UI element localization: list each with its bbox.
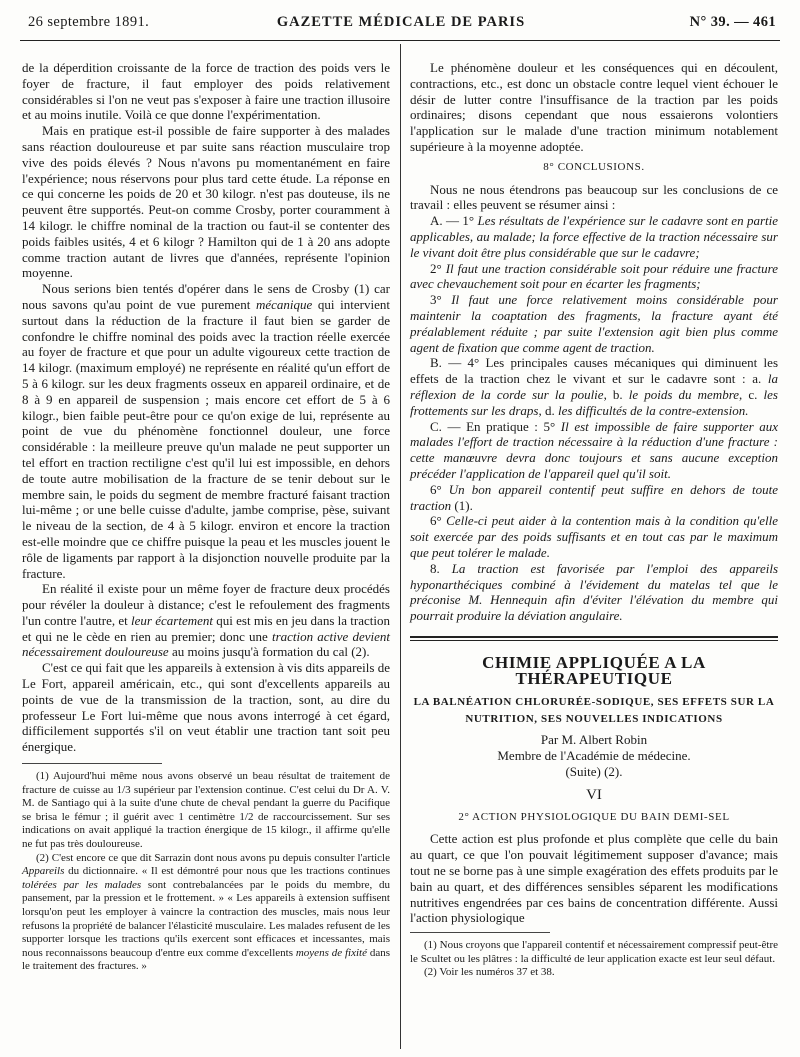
paragraph	[22, 281, 390, 581]
paragraph: Nous ne nous étendrons pas beaucoup sur les conclusions de ce travail : elles peuvent se résumer ainsi :	[410, 181, 778, 213]
section-heading: 2° ACTION PHYSIOLOGIQUE DU BAIN DEMI-SEL	[458, 810, 730, 823]
text-run: dans le traitement des fractures. »	[22, 946, 390, 973]
paragraph: Mais en pratique est-il possible de faire supporter à des malades sans réaction douloureuse et par suite sans réaction musculaire trop vive des poids élevés ? Nous n'avons pu momentanément en faire l'expérience; nous réservons pour plus tard cette étude. La réponse en ce qui concerne les poids de 20 et 30 kilogr. n'est pas douteuse, ils ne peuvent être supportés. Peut-on comme Crosby, porter couramment à 14 kilogr. le chiffre nominal de la traction ou faut-il se contenter des poids faibles usités, 4 et 6 kilogr ? Hamilton qui de 1 à 20 ans adopte comme traction autant de livres que d'années, représente l'opinion moyenne.	[22, 123, 390, 281]
italic-text: mécanique	[255, 296, 313, 312]
text-run: sont contrebalancées par le poids du membre, du pansement, par la pression et le frottement. » « Les appareils à extension suffisent lorsqu'on peut les employer à vaincre la contraction des muscles, mais nous leur refusons la propriété de balancer l'élasticité musculaire. Les malades refusent de les supporter lorsque les tractions qu'ils exercent sont efficaces et incessantes, mais nous reconnaissons beaucoup d'entre eux comme d'excellents	[22, 878, 390, 959]
page-header	[20, 10, 782, 36]
italic-text: leur écartement	[131, 612, 213, 628]
italic-text: Celle-ci peut aider à la contention mais à la condition qu'elle soit exercée par des poids suffisants et en tout cas par le maximum que peut tolérer le malade.	[410, 513, 778, 560]
paragraph	[22, 581, 390, 660]
italic-text: Il est impossible de faire supporter aux malades l'effort de traction nécessaire à la réduction d'une fracture : cette manœuvre devra donc toujours et sans aucune exception précéder l'application de l'appareil quel qu'il soit.	[410, 418, 778, 481]
text-run: C. — En pratique : 5°	[430, 418, 561, 434]
italic-text: Les résultats de l'expérience sur le cadavre sont en partie applicables, au malade; la force effective de la traction nécessaire sur le vivant doit être plus considérable que sur le cadavre;	[410, 213, 778, 260]
text-run: 6°	[430, 513, 447, 529]
text-run: B. — 4° Les principales causes mécaniques qui diminuent les effets de la traction chez le vivant et sur le cadavre sont : a.	[410, 355, 778, 387]
text-run: 3°	[430, 292, 452, 308]
footnote-rule	[410, 932, 550, 933]
italic-text: traction active devient nécessairement douloureuse	[22, 628, 391, 660]
italic-text: Un bon appareil contentif peut suffire en dehors de toute traction	[410, 481, 778, 513]
continuation-note: (Suite) (2).	[565, 764, 623, 780]
issue-page-number: N° 39. — 461	[689, 14, 776, 30]
journal-title: GAZETTE MÉDICALE DE PARIS	[276, 14, 526, 30]
footnote-rule	[22, 763, 162, 764]
author-line: Par M. Albert Robin	[540, 732, 648, 748]
italic-text: tolérées par les malades	[22, 878, 142, 891]
conclusion-item	[410, 261, 778, 293]
text-run: A. — 1°	[430, 213, 478, 229]
footnote	[22, 852, 390, 974]
paragraph: C'est ce qui fait que les appareils à extension à vis dits appareils de Le Fort, appareil américain, etc., qui sont d'excellents appareils au points de vue de la transmission de la traction, sont, au dire du professeur Le Fort lui-même que nous avons interrogé à cet égard, difficilement supportés s'il on veut établir une traction tant soit peu énergique.	[22, 660, 390, 755]
left-column	[22, 60, 390, 974]
footnote: (1) Aujourd'hui même nous avons observé un beau résultat de traitement de fracture de cuisse au 1/3 supérieur par l'extension continue. C'est celui du Dr A. V. M. de Santiago qui à la suite d'une chute de cheval pendant la guerre du Pacifique se brisa le fémur ; il guérit avec 1 centimètre 1/2 de raccourcissement. Sur ses indications on avait appliqué la traction énergique de 15 kilogr., il affirme qu'elle ne fut pas très douloureuse.	[22, 770, 390, 851]
italic-text: la réflexion de la corde sur la poulie	[410, 371, 778, 402]
text-run: qui est mis en jeu dans la traction et qui ne le cède en rien au premier; donc une	[22, 612, 390, 644]
text-run: du dictionnaire. « Il est démontré pour nous que les tractions continues	[64, 865, 390, 878]
article-subtitle: LA BALNÉATION CHLORURÉE-SODIQUE, SES EFFETS SUR LA NUTRITION, SES NOUVELLES INDICATIONS	[413, 696, 775, 726]
conclusion-item	[410, 355, 778, 418]
text-run: , c.	[739, 386, 764, 402]
text-run: (2) C'est encore ce que dit Sarrazin dont nous avons pu depuis consulter l'article	[36, 851, 390, 864]
text-run: 6°	[430, 481, 449, 497]
column-divider	[400, 44, 401, 1049]
paragraph: Le phénomène douleur et les conséquences qui en découlent, contractions, etc., est donc un obstacle contre lequel vient échouer le désir de lutter contre l'insuffisance de la traction par les poids ordinaires; disons cependant que nous essaierons volontiers l'application sur le malade d'une traction minimum notablement supérieure à la moyenne adoptée.	[410, 60, 778, 154]
header-rule	[20, 40, 780, 41]
section-heading: 8° CONCLUSIONS.	[543, 160, 645, 173]
conclusion-item	[410, 513, 778, 560]
text-run: , d.	[538, 402, 558, 418]
right-column	[410, 60, 778, 980]
text-run: 8.	[430, 560, 452, 576]
footnote: (2) Voir les numéros 37 et 38.	[424, 966, 555, 979]
text-run: 2°	[430, 260, 446, 276]
conclusion-item	[410, 561, 778, 624]
footnote: (1) Nous croyons que l'appareil contentif et nécessairement compressif peut-être le Scultet ou les plâtres : la difficulté de leur application exacte est leur seul défaut.	[410, 939, 778, 965]
text-run: au moins jusqu'à formation du cal (2).	[168, 644, 370, 660]
italic-text: le poids du membre	[628, 386, 740, 402]
text-run: qui intervient surtout dans la réduction de la fracture il faut bien se garder de confondre le chiffre nominal des poids avec la traction réelle exercée au foyer de fracture et que pour un adulte vigoureux cette traction de 14 kilogr. (maximum employé) ne représente en réalité qu'un effort de 5 à 6 kilogr. sur les deux fragments osseux en appareil ordinaire, et de 8 à 9 en appareil de suspension ; mais encore cet effort de 5 à 6 kilogr., bien faible peut-être pour ce qu'on exige de lui, représente au point de vue du phénomène fonctionnel douleur, une force considérable : la meilleure preuve qu'un malade ne peut supporter un tel effort en traction rectiligne c'est qu'il lui est impossible, en dehors de toute autre mobilisation de la fracture de se tenir debout sur le membre sain, le poids du segment de membre fracturé faisant traction lui-même ; or une belle cuisse d'adulte, jambe comprise, pèse, suivant le niveau de la section, de 4 à 5 kilogr. environ et encore la traction est-elle moindre que ce chiffre puisque la peau et les muscles jouent le rôle de ligaments par rapport à la disjonction nouvelle produite par la fracture.	[22, 296, 390, 581]
paragraph: Cette action est plus profonde et plus complète que celle du bain au quart, ce que l'on pouvait légitimement supposer d'avance; mais tout ne se borne pas à une simple exagération des effets produits par le bain au quart, et des différences sensibles séparent les modifications nutritives engendrées par ces bains de concentration différente. Aussi l'action physiologique	[410, 831, 778, 926]
chapter-number: VI	[586, 786, 602, 803]
conclusion-item	[410, 292, 778, 355]
conclusion-item	[410, 213, 778, 260]
italic-text: Appareils	[22, 865, 65, 878]
section-break-rule	[410, 636, 778, 641]
text-run: (1).	[451, 497, 473, 513]
italic-text: les difficultés de la contre-extension.	[557, 402, 749, 418]
italic-text: Il faut une force relativement moins considérable pour maintenir la coaptation des fragments, la fracture ayant été préalablement réduite ; par suite l'extension agit bien plus comme agent de fixation que comme agent de traction.	[410, 292, 778, 355]
italic-text: Il faut une traction considérable soit pour réduire une fracture avec chevauchement soit pour en écarter les fragments;	[410, 260, 778, 292]
paragraph: de la déperdition croissante de la force de traction des poids vers le foyer de fracture, il faut employer des poids relativement considérables si l'on ne veut pas s'exposer à faire une traction illusoire et au moins inutile. Voilà ce que donne l'expérimentation.	[22, 60, 390, 123]
author-affiliation: Membre de l'Académie de médecine.	[497, 748, 691, 764]
conclusion-item	[410, 419, 778, 482]
article-title: CHIMIE APPLIQUÉE A LA THÉRAPEUTIQUE	[482, 652, 706, 688]
conclusion-item	[410, 482, 778, 514]
issue-date: 26 septembre 1891.	[28, 14, 150, 30]
italic-text: moyens de fixité	[295, 946, 367, 959]
italic-text: les frottements sur les draps	[410, 386, 778, 418]
text-run: En réalité il existe pour un même foyer de fracture deux procédés pour révéler la douleur à distance; c'est le refoulement des fragments l'un contre l'autre, et	[22, 581, 390, 628]
italic-text: La traction est favorisée par l'emploi des appareils hyponarthéciques combiné à l'évidement du matelas tel que le préconise M. Hennequin afin d'éviter l'élévation du membre qui pourrait produire la déviation angulaire.	[410, 560, 779, 624]
text-run: Nous serions bien tentés d'opérer dans le sens de Crosby (1) car nous savons qu'au point de vue purement	[22, 281, 390, 312]
text-run: , b.	[603, 386, 629, 402]
